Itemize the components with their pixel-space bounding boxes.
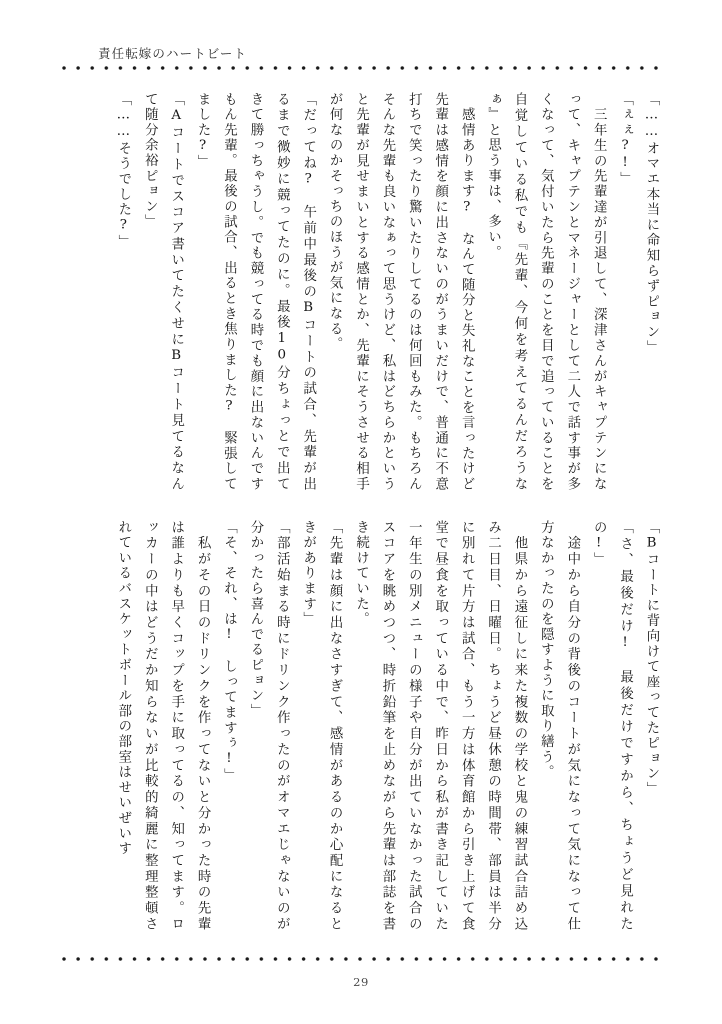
paragraph: 「部活始まる時にドリンク作ったのがオマエじゃないのが分かったら喜んでるピョン」	[247, 520, 290, 932]
paragraph: 「ぇぇ?!」	[617, 92, 633, 187]
paragraph: 他県から遠征しに来た複数の学校と鬼の練習試合詰め込み二日目、日曜日。ちょうど昼休憩の時間帯、部員は半分に別れて片方は試合、もう一方は体育館から引き上げて食堂で昼食を取っている中で、昨日から私が書き記していた一年生の別メニューの様子や自分が出ていなかった試合のスコアを眺めつつ、時折鉛筆を止めながら先輩は部誌を書き続けていた。	[353, 520, 527, 932]
paragraph: 「……そうでした?」	[115, 92, 131, 250]
paragraph: 「Aコートでスコア書いてたくせにBコート見てるなんて随分余裕ピョン」	[142, 92, 184, 492]
running-title: 責任転嫁のハートビート	[98, 46, 248, 61]
top-dotted-rule	[62, 66, 662, 70]
text-block-lower	[60, 520, 664, 932]
paragraph: 「さ、最後だけ! 最後だけですから、ちょうど見れたの!」	[591, 520, 633, 932]
bottom-dotted-rule	[62, 957, 662, 961]
page-number: 29	[353, 975, 369, 989]
paragraph: 三年生の先輩達が引退して、深津さんがキャプテンになって、キャプテンとマネージャーとして二人で話す事が多くなって、気付いたら先輩のことを目で追っていることを自覚している私でも『先輩、今何を考えてるんだろうなぁ』と思う事は、多い。	[485, 92, 607, 492]
paragraph: 「そ、それ、は! しってますぅ!」	[221, 520, 237, 784]
text-block-upper	[104, 92, 664, 492]
paragraph: 私がその日のドリンクを作ってないと分かった時の先輩は誰よりも早くコップを手に取ってるの、知ってます。ロッカーの中はどうだか知らないが比較的綺麗に整理整頓されているバスケットボール部の部室はせいぜいす	[115, 520, 211, 932]
paragraph: 「……オマエ本当に命知らずピョン」	[644, 92, 659, 356]
paragraph: 「先輩は顔に出なさすぎて、感情があるのか心配になるときがあります」	[300, 520, 343, 932]
paragraph: 感情あります? なんて随分と失礼なことを言ったけど先輩は感情を顔に出さないのがうまいだけで、普通に不意打ちで笑ったり驚いたりしてるのは何回もみた。もちろんそんな先輩も良いなぁって思うけど、私はどちらかというと先輩が見せまいとする感情とか、先輩にそうさせる相手が何なのかそっちのほうが気になる。	[327, 92, 475, 492]
paragraph: 「だってね? 午前中最後のBコートの試合、先輩が出るまで微妙に競ってたのに。最後10分ちょっとで出てきて勝っちゃうし。でも競ってる時でも顔に出ないんですもん先輩。最後の試合、出るとき焦りました? 緊張してました?」	[195, 92, 316, 492]
paragraph: 途中から自分の背後のコートが気になって気になって仕方なかったのを隠すように取り繕う。	[538, 520, 580, 932]
paragraph: 「Bコートに背向けて座ってたピョン」	[644, 520, 659, 797]
